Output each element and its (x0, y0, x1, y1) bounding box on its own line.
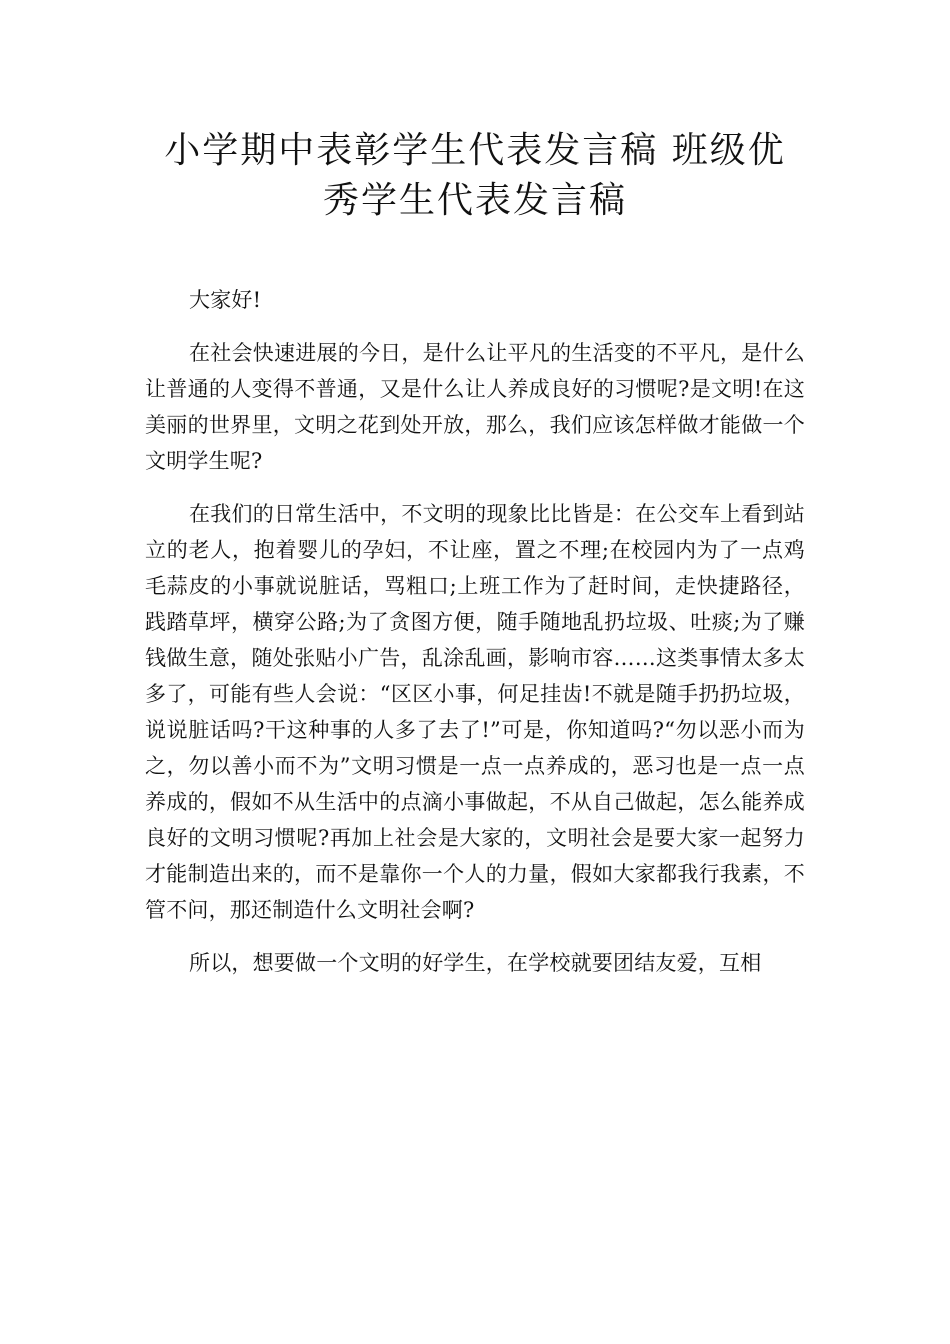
document-body (145, 282, 805, 998)
paragraph-greeting: 大家好! (189, 288, 262, 312)
paragraph-conclusion: 所以，想要做一个文明的好学生，在学校就要团结友爱，互相 (189, 951, 762, 975)
document-title (0, 126, 950, 226)
title-line-1: 小学期中表彰学生代表发言稿 班级优 (164, 130, 786, 171)
paragraph-examples: 在我们的日常生活中，不文明的现象比比皆是：在公交车上看到站立的老人，抱着婴儿的孕妇，不让座，置之不理;在校园内为了一点鸡毛蒜皮的小事就说脏话，骂粗口;上班工作为了赶时间，走快捷路径，践踏草坪，横穿公路;为了贪图方便，随手随地乱扔垃圾、吐痰;为了赚钱做生意，随处张贴小广告，乱涂乱画，影响市容……这类事情太多太多了，可能有些人会说：“区区小事，何足挂齿!不就是随手扔扔垃圾，说说脏话吗?干这种事的人多了去了!”可是，你知道吗?“勿以恶小而为之，勿以善小而不为”文明习惯是一点一点养成的，恶习也是一点一点养成的，假如不从生活中的点滴小事做起，不从自己做起，怎么能养成良好的文明习惯呢?再加上社会是大家的，文明社会是要大家一起努力才能制造出来的，而不是靠你一个人的力量，假如大家都我行我素，不管不问，那还制造什么文明社会啊? (145, 502, 805, 922)
title-line-2: 秀学生代表发言稿 (322, 180, 627, 221)
paragraph-intro: 在社会快速进展的今日，是什么让平凡的生活变的不平凡，是什么让普通的人变得不普通，又是什么让人养成良好的习惯呢?是文明!在这美丽的世界里，文明之花到处开放，那么，我们应该怎样做才能做一个文明学生呢? (145, 341, 805, 473)
